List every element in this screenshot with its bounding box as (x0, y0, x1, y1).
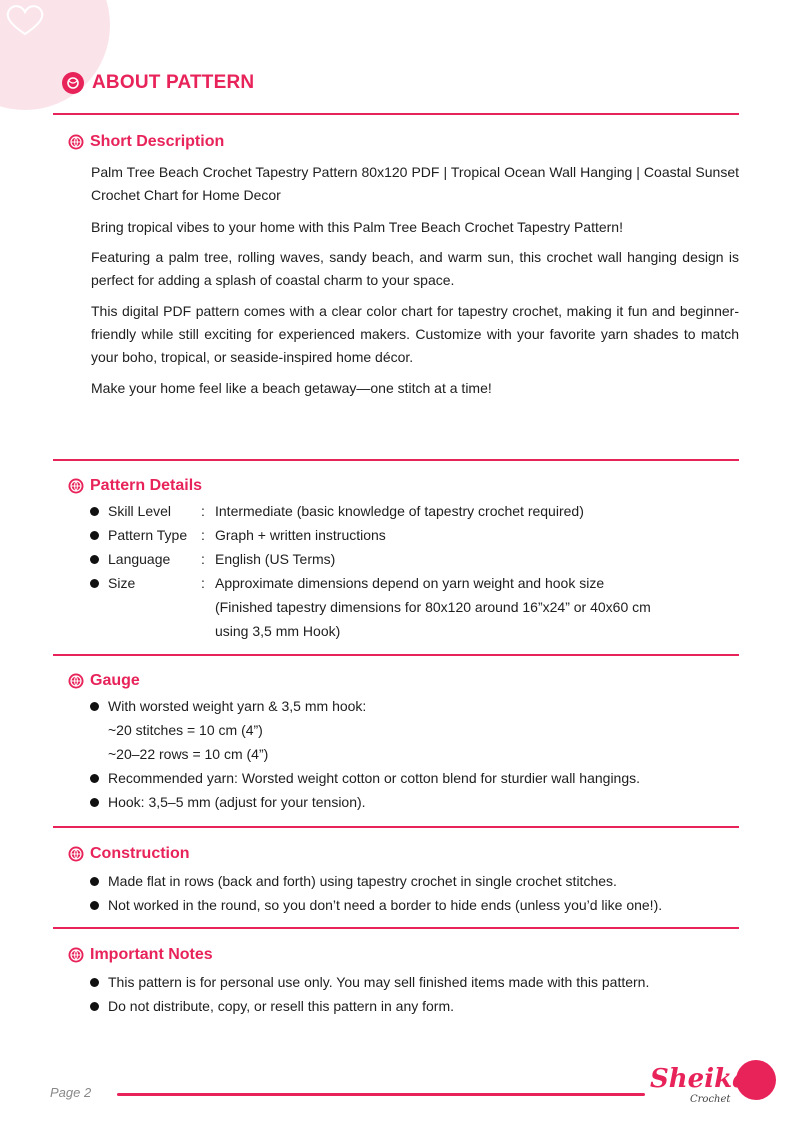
list-item: Hook: 3,5–5 mm (adjust for your tension). (88, 790, 748, 814)
gauge-heading (68, 672, 140, 690)
detail-value: Graph + written instructions (215, 527, 386, 543)
yarn-logo-icon (62, 72, 84, 94)
gauge-text: With worsted weight yarn & 3,5 mm hook: (108, 698, 367, 714)
section-title: Important Notes (90, 946, 213, 963)
important-notes-heading (68, 946, 213, 964)
size-line: (Finished tapestry dimensions for 80x120 around 16”x24” or 40x60 cm (215, 599, 651, 615)
notes-list (88, 970, 748, 1018)
page-number: Page 2 (50, 1085, 92, 1100)
list-item: Do not distribute, copy, or resell this pattern in any form. (88, 994, 748, 1018)
gauge-list (88, 694, 748, 814)
detail-colon: : (201, 527, 205, 543)
list-item: Made flat in rows (back and forth) using tapestry crochet in single crochet stitches. (88, 869, 748, 893)
construction-list (88, 869, 748, 917)
section-divider (53, 927, 739, 929)
size-line: Approximate dimensions depend on yarn weight and hook size (215, 575, 605, 591)
detail-row (88, 547, 748, 571)
detail-colon: : (201, 503, 205, 519)
bullet (90, 555, 99, 564)
detail-label: Language (108, 551, 171, 567)
gauge-subline: ~20–22 rows = 10 cm (4”) (108, 746, 269, 762)
bullet (90, 507, 99, 516)
list-item: Not worked in the round, so you don’t need a border to hide ends (unless you’d like one!). (88, 893, 748, 917)
detail-label: Skill Level (108, 503, 172, 519)
heart-icon (0, 0, 50, 40)
detail-row (88, 571, 748, 643)
section-divider (53, 654, 739, 656)
list-item (88, 694, 748, 766)
description-paragraph: Featuring a palm tree, rolling waves, sandy beach, and warm sun, this crochet wall hanging design is perfect for adding a splash of coastal charm to your space. (91, 249, 739, 288)
detail-label: Pattern Type (108, 527, 188, 543)
detail-value: English (US Terms) (215, 551, 336, 567)
short-description-heading (68, 133, 224, 151)
detail-value (215, 571, 748, 643)
page-header (62, 72, 254, 94)
bullet (90, 531, 99, 540)
description-paragraph: Bring tropical vibes to your home with this Palm Tree Beach Crochet Tapestry Pattern! (91, 219, 623, 235)
section-divider (53, 826, 739, 828)
section-divider (53, 459, 739, 461)
list-item: This pattern is for personal use only. You may sell finished items made with this pattern. (88, 970, 748, 994)
list-item: Recommended yarn: Worsted weight cotton or cotton blend for sturdier wall hangings. (88, 766, 748, 790)
footer-divider (117, 1093, 645, 1096)
section-divider (53, 113, 739, 115)
section-title: Construction (90, 845, 190, 862)
detail-colon: : (201, 551, 205, 567)
detail-value: Intermediate (basic knowledge of tapestry crochet required) (215, 503, 584, 519)
section-title: Short Description (90, 133, 225, 150)
globe-icon (68, 846, 84, 862)
globe-icon (68, 947, 84, 963)
pattern-details-heading (68, 477, 202, 495)
detail-row (88, 499, 748, 523)
logo-subtext: Crochet (690, 1094, 731, 1105)
gauge-subline: ~20 stitches = 10 cm (4”) (108, 722, 263, 738)
section-title: Pattern Details (90, 477, 203, 494)
description-paragraph: This digital PDF pattern comes with a clear color chart for tapestry crochet, making it fun and beginner-friendly while still exciting for experienced makers. Customize with your favorite yarn shades to match your boho, tropical, or seaside-inspired home décor. (91, 303, 739, 365)
bullet (90, 579, 99, 588)
description-paragraph: Palm Tree Beach Crochet Tapestry Pattern 80x120 PDF | Tropical Ocean Wall Hanging | Coastal Sunset Crochet Chart for Home Decor (91, 164, 739, 203)
logo-text: Sheika (650, 1064, 749, 1094)
page-title: ABOUT PATTERN (92, 72, 255, 93)
detail-row (88, 523, 748, 547)
globe-icon (68, 478, 84, 494)
detail-label: Size (108, 575, 136, 591)
brand-logo (650, 1058, 780, 1113)
globe-icon (68, 673, 84, 689)
pattern-details-list (88, 499, 748, 643)
detail-colon: : (201, 575, 205, 591)
construction-heading (68, 845, 190, 863)
size-line: using 3,5 mm Hook) (215, 623, 341, 639)
section-title: Gauge (90, 672, 140, 689)
globe-icon (68, 134, 84, 150)
description-paragraph: Make your home feel like a beach getaway—one stitch at a time! (91, 380, 492, 396)
